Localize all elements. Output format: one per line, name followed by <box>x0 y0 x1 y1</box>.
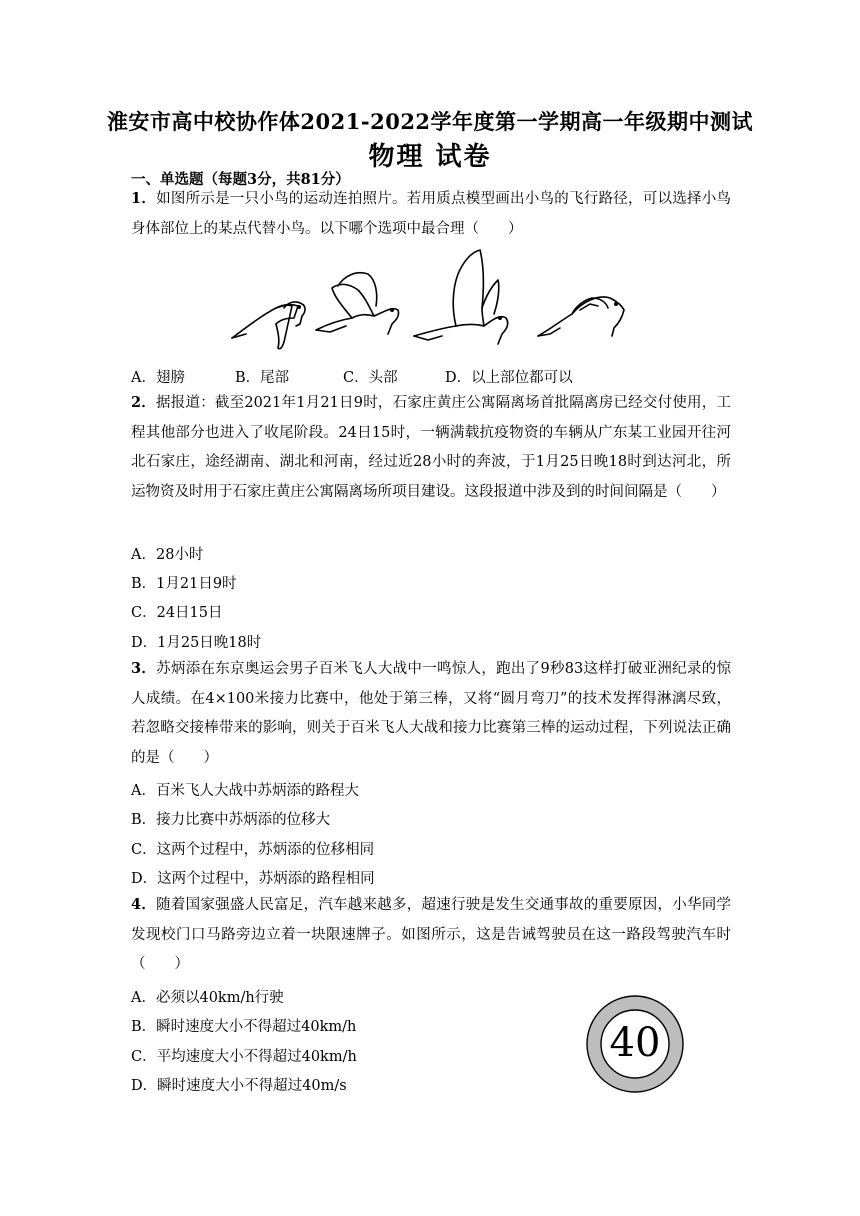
question-2-option-c: C．24日15日 <box>131 605 223 621</box>
bird-4-illustration <box>538 297 624 336</box>
section-heading: 一、单选题（每题3分，共81分） <box>131 171 350 188</box>
question-3-number: 3． <box>131 660 157 677</box>
question-1-number: 1． <box>131 190 157 207</box>
question-3-option-b: B．接力比赛中苏炳添的位移大 <box>131 812 331 828</box>
question-4-option-c: C．平均速度大小不得超过40km/h <box>131 1049 357 1065</box>
question-2-option-a: A．28小时 <box>131 547 204 563</box>
question-2 <box>131 388 731 507</box>
option-b: B．尾部 <box>235 370 290 386</box>
speed-limit-value: 40 <box>609 1020 661 1066</box>
option-d: D．以上部位都可以 <box>445 370 573 386</box>
question-2-option-b: B．1月21日9时 <box>131 576 237 592</box>
question-3-option-c: C．这两个过程中，苏炳添的位移相同 <box>131 842 375 858</box>
question-2-option-d: D．1月25日晚18时 <box>131 635 262 651</box>
question-1-text: 如图所示是一只小鸟的运动连拍照片。若用质点模型画出小鸟的飞行路径，可以选择小鸟身体部位上的某点代替小鸟。以下哪个选项中最合理（ ） <box>131 191 732 237</box>
question-2-number: 2． <box>131 394 157 411</box>
exam-title: 淮安市高中校协作体2021-2022学年度第一学期高一年级期中测试 <box>106 109 754 134</box>
question-3-option-a: A．百米飞人大战中苏炳添的路程大 <box>131 783 359 799</box>
bird-photo-sequence-figure <box>228 244 632 356</box>
option-c: C．头部 <box>343 370 398 386</box>
question-4-text: 随着国家强盛人民富足，汽车越来越多，超速行驶是发生交通事故的重要原因，小华同学发现校门口马路旁边立着一块限速牌子。如图所示，这是告诫驾驶员在这一路段驾驶汽车时（ ） <box>131 897 732 972</box>
option-a: A．翅膀 <box>131 370 185 386</box>
question-4-option-b: B．瞬时速度大小不得超过40km/h <box>131 1019 357 1035</box>
question-3-option-d: D．这两个过程中，苏炳添的路程相同 <box>131 871 375 887</box>
question-3-text: 苏炳添在东京奥运会男子百米飞人大战中一鸣惊人，跑出了9秒83这样打破亚洲纪录的惊人成绩。在4×100米接力比赛中，他处于第三棒，又将“圆月弯刀”的技术发挥得淋漓尽致，若忽略交接棒带来的影响，则关于百米飞人大战和接力比赛第三棒的运动过程，下列说法正确的是（ ） <box>131 661 731 766</box>
exam-subtitle: 物理 试卷 <box>368 142 492 172</box>
question-4-number: 4． <box>131 896 157 913</box>
question-4 <box>131 890 731 980</box>
question-4-option-a: A．必须以40km/h行驶 <box>131 990 284 1006</box>
bird-1-illustration <box>232 302 305 349</box>
question-1-options <box>131 366 573 387</box>
question-3 <box>131 654 731 773</box>
question-1 <box>131 184 731 244</box>
question-4-option-d: D．瞬时速度大小不得超过40m/s <box>131 1078 347 1094</box>
bird-2-illustration <box>316 273 399 334</box>
question-2-text: 据报道：截至2021年1月21日9时，石家庄黄庄公寓隔离场首批隔离房已经交付使用，工程其他部分也进入了收尾阶段。24日15时，一辆满载抗疫物资的车辆从广东某工业园开往河北石家庄，途经湖南、湖北和河南，经过近28小时的奔波，于1月25日晚18时到达河北，所运物资及时用于石家庄黄庄公寓隔离场所项目建设。这段报道中涉及到的时间间隔是（ ） <box>131 395 731 500</box>
bird-3-illustration <box>414 250 508 344</box>
